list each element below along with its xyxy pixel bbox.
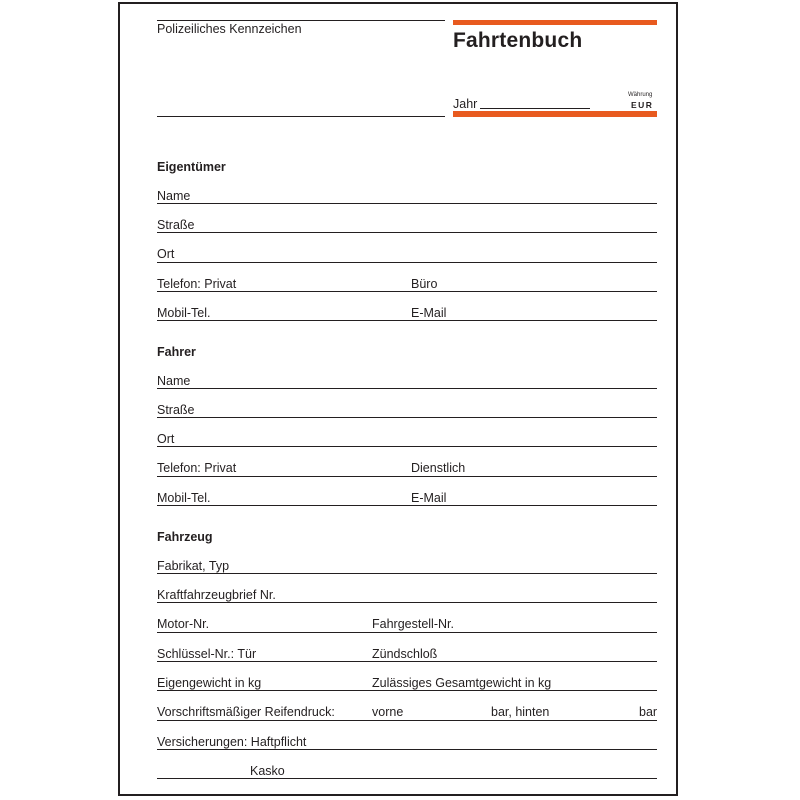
vehicle-gross-weight-label: Zulässiges Gesamtgewicht in kg bbox=[372, 676, 552, 690]
driver-name-label: Name bbox=[157, 374, 191, 388]
vehicle-make-label: Fabrikat, Typ bbox=[157, 559, 230, 573]
document-title: Fahrtenbuch bbox=[453, 29, 583, 52]
vehicle-key-door-label: Schlüssel-Nr.: Tür bbox=[157, 647, 257, 661]
driver-city-field[interactable] bbox=[157, 446, 657, 447]
vehicle-bar-label: bar bbox=[639, 705, 658, 719]
vehicle-tire-pressure-label: Vorschriftsmäßiger Reifendruck: bbox=[157, 705, 335, 719]
vehicle-ignition-label: Zündschloß bbox=[372, 647, 438, 661]
driver-email-label: E-Mail bbox=[411, 491, 447, 505]
vehicle-weight-field[interactable] bbox=[157, 690, 657, 691]
vehicle-key-field[interactable] bbox=[157, 661, 657, 662]
currency-label: Währung bbox=[628, 92, 653, 98]
plate-label: Polizeiliches Kennzeichen bbox=[157, 22, 302, 36]
vehicle-engine-chassis-field[interactable] bbox=[157, 632, 657, 633]
year-label: Jahr bbox=[453, 97, 478, 111]
currency-value: EUR bbox=[631, 100, 654, 110]
driver-phone-field[interactable] bbox=[157, 476, 657, 477]
vehicle-insurance-label: Versicherungen: Haftpflicht bbox=[157, 735, 307, 749]
driver-street-field[interactable] bbox=[157, 417, 657, 418]
owner-street-label: Straße bbox=[157, 218, 195, 232]
plate-field-line[interactable] bbox=[157, 116, 445, 117]
vehicle-chassis-label: Fahrgestell-Nr. bbox=[372, 617, 454, 631]
vehicle-comprehensive-field[interactable] bbox=[157, 778, 657, 779]
owner-phone-field[interactable] bbox=[157, 291, 657, 292]
owner-city-field[interactable] bbox=[157, 262, 657, 263]
owner-mobile-label: Mobil-Tel. bbox=[157, 306, 211, 320]
owner-office-label: Büro bbox=[411, 277, 438, 291]
vehicle-engine-label: Motor-Nr. bbox=[157, 617, 210, 631]
owner-phone-private-label: Telefon: Privat bbox=[157, 277, 237, 291]
title-top-orange-bar bbox=[453, 20, 657, 25]
vehicle-bar-rear-label: bar, hinten bbox=[491, 705, 550, 719]
vehicle-registration-label: Kraftfahrzeugbrief Nr. bbox=[157, 588, 276, 602]
vehicle-tire-pressure-field[interactable] bbox=[157, 720, 657, 721]
driver-business-label: Dienstlich bbox=[411, 461, 466, 475]
owner-name-label: Name bbox=[157, 189, 191, 203]
driver-name-field[interactable] bbox=[157, 388, 657, 389]
driver-mobile-email-field[interactable] bbox=[157, 505, 657, 506]
vehicle-heading: Fahrzeug bbox=[157, 530, 213, 544]
owner-street-field[interactable] bbox=[157, 232, 657, 233]
vehicle-front-label: vorne bbox=[372, 705, 404, 719]
driver-mobile-label: Mobil-Tel. bbox=[157, 491, 211, 505]
driver-city-label: Ort bbox=[157, 432, 175, 446]
plate-top-rule bbox=[157, 20, 445, 21]
driver-heading: Fahrer bbox=[157, 345, 196, 359]
vehicle-curb-weight-label: Eigengewicht in kg bbox=[157, 676, 262, 690]
owner-name-field[interactable] bbox=[157, 203, 657, 204]
driver-phone-private-label: Telefon: Privat bbox=[157, 461, 237, 475]
driver-street-label: Straße bbox=[157, 403, 195, 417]
vehicle-insurance-field[interactable] bbox=[157, 749, 657, 750]
year-field-line[interactable] bbox=[480, 108, 590, 109]
owner-heading: Eigentümer bbox=[157, 160, 226, 174]
title-bottom-orange-bar bbox=[453, 111, 657, 117]
vehicle-comprehensive-label: Kasko bbox=[250, 764, 285, 778]
owner-email-label: E-Mail bbox=[411, 306, 447, 320]
vehicle-make-field[interactable] bbox=[157, 573, 657, 574]
owner-city-label: Ort bbox=[157, 247, 175, 261]
owner-mobile-email-field[interactable] bbox=[157, 320, 657, 321]
vehicle-registration-field[interactable] bbox=[157, 602, 657, 603]
